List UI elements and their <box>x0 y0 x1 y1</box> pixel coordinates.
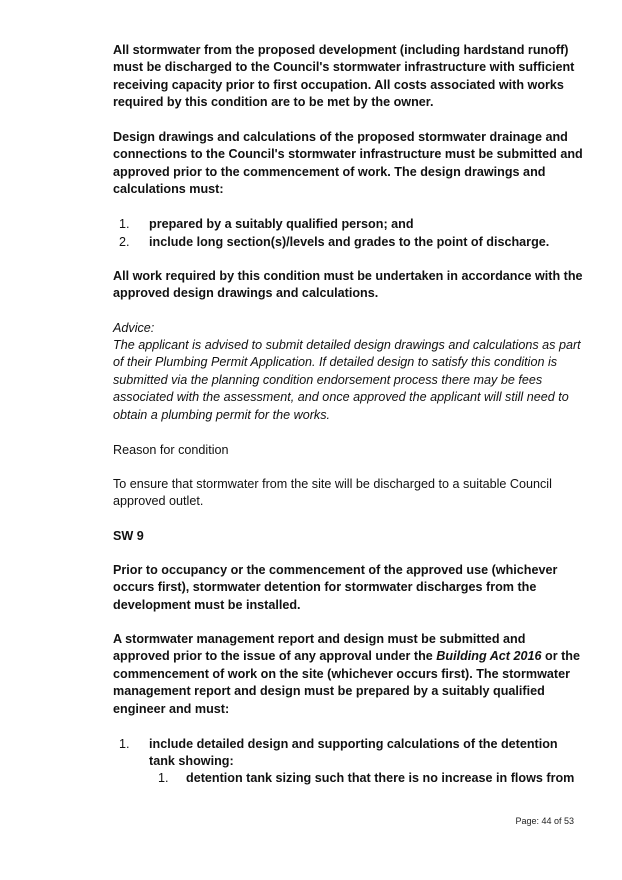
advice-heading: Advice: <box>113 321 155 335</box>
reason-heading: Reason for condition <box>113 443 229 457</box>
paragraph-management-report <box>113 631 583 718</box>
sub-list-number: 1. <box>158 771 169 785</box>
text-segment: A stormwater management report and design must be submitted and approved prior to the issue of any approval under the <box>113 632 526 664</box>
advice-text: The applicant is advised to submit detailed design drawings and calculations as part of their Plumbing Permit Application. If detailed design to satisfy this condition is submitted via the planning condition endorsement process there may be fees associated with the assessment, and once approved the applicant will still need to obtain a plumbing permit for the works. <box>113 338 581 422</box>
text-segment: or the commencement of work on the site (whichever occurs first). The stormwater management report and design must be prepared by a suitably qualified engineer and must: <box>113 649 580 716</box>
paragraph-design-drawings: Design drawings and calculations of the proposed stormwater drainage and connections to the Council's stormwater infrastructure must be submitted and approved prior to the commencement of work. The design drawings and calculations must: <box>113 130 583 197</box>
reason-text: To ensure that stormwater from the site will be discharged to a suitable Council approved outlet. <box>113 477 552 509</box>
list-number: 1. <box>119 737 130 751</box>
list-number: 2. <box>119 235 130 249</box>
paragraph-stormwater-discharge: All stormwater from the proposed development (including hardstand runoff) must be discharged to the Council's stormwater infrastructure with sufficient receiving capacity prior to first occupation. All costs associated with works required by this condition are to be met by the owner. <box>113 43 575 110</box>
act-name: Building Act 2016 <box>436 649 542 664</box>
list-item: prepared by a suitably qualified person; and <box>149 217 414 231</box>
list-item: include long section(s)/levels and grades to the point of discharge. <box>149 235 550 249</box>
list-number: 1. <box>119 217 130 231</box>
sub-list-item: detention tank sizing such that there is no increase in flows from <box>186 771 575 785</box>
list-item: include detailed design and supporting calculations of the detention tank showing: <box>149 737 558 769</box>
paragraph-detention-installed: Prior to occupancy or the commencement of the approved use (whichever occurs first), stormwater detention for stormwater discharges from the development must be installed. <box>113 563 558 612</box>
page-number: Page: 44 of 53 <box>515 816 574 826</box>
condition-id: SW 9 <box>113 529 144 543</box>
paragraph-work-accordance: All work required by this condition must be undertaken in accordance with the approved design drawings and calculations. <box>113 269 583 301</box>
